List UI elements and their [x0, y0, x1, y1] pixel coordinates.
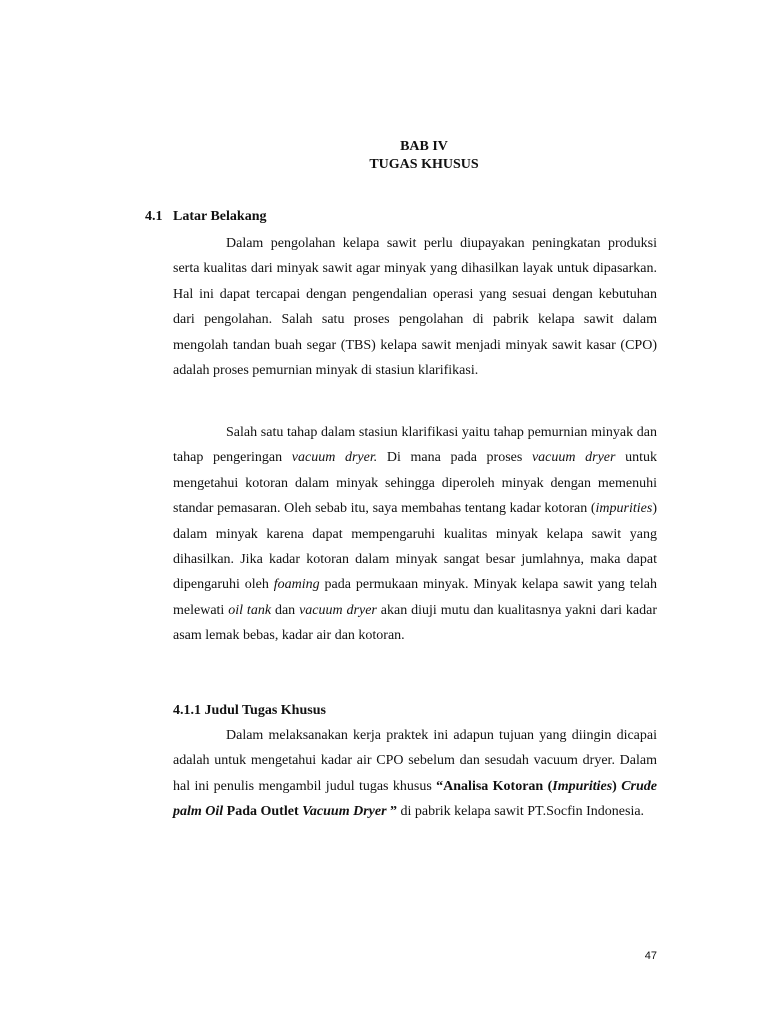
text-run: untuk mengetahui kotoran dalam minyak sehingga diperoleh minyak dengan memenuhi standar pemasaran. Oleh sebab itu, saya membahas tentang kadar kotoran ( [173, 450, 657, 517]
paragraph-background-2 [173, 420, 657, 649]
bold-run: Pada Outlet [223, 804, 303, 820]
bold-italic-term: Crude palm Oil [173, 778, 657, 820]
subsection-number: 4.1.1 [173, 703, 201, 718]
bold-italic-term: Vacuum Dryer [302, 804, 387, 820]
bold-run: ) [612, 778, 622, 794]
subsection-title: Judul Tugas Khusus [204, 703, 326, 718]
italic-term: vacuum dryer [299, 602, 377, 618]
text-run: Salah satu tahap dalam stasiun klarifikasi yaitu tahap pemurnian minyak dan tahap pengeringan [173, 425, 657, 466]
text-run: Dalam melaksanakan kerja praktek ini adapun tujuan yang diingin dicapai adalah untuk mengetahui kadar air CPO sebelum dan sesudah vacuum dryer. Dalam hal ini penulis mengambil judul tugas khusus [173, 728, 657, 794]
paragraph-background-1: Dalam pengolahan kelapa sawit perlu diupayakan peningkatan produksi serta kualitas dari minyak sawit agar minyak yang dihasilkan layak untuk dipasarkan. Hal ini dapat tercapai dengan pengendalian operasi yang sesuai dengan kebutuhan dari pengolahan. Salah satu proses pengolahan di pabrik kelapa sawit dalam mengolah tandan buah segar (TBS) kelapa sawit menjadi minyak sawit kasar (CPO) adalah proses pemurnian minyak di stasiun klarifikasi. [173, 236, 657, 379]
italic-term: foaming [273, 577, 320, 593]
section-heading [145, 208, 266, 226]
italic-term: vacuum dryer. [291, 450, 378, 466]
paragraph-title-task [173, 723, 657, 825]
page-number: 47 [644, 950, 657, 962]
italic-term: impurities [595, 501, 653, 517]
bold-italic-term: Impurities [552, 778, 613, 794]
text-run: dan [271, 602, 300, 618]
bold-run: ” [386, 804, 398, 820]
chapter-heading [0, 138, 768, 174]
bold-run: “Analisa Kotoran ( [436, 778, 553, 794]
subsection-heading [173, 702, 326, 720]
chapter-number: BAB IV [400, 139, 448, 154]
italic-term: oil tank [228, 602, 272, 618]
text-run: pada permukaan minyak. Minyak kelapa sawit yang telah melewati [173, 577, 657, 618]
text-run: Di mana pada proses [377, 450, 532, 466]
section-number: 4.1 [145, 209, 163, 224]
chapter-title: TUGAS KHUSUS [369, 157, 479, 172]
text-run: di pabrik kelapa sawit PT.Socfin Indonesia. [397, 804, 645, 820]
italic-term: vacuum dryer [531, 450, 616, 466]
section-title: Latar Belakang [173, 209, 267, 224]
text-run: ) dalam minyak karena dapat mempengaruhi kualitas minyak kelapa sawit yang dihasilkan. Jika kadar kotoran dalam minyak sangat besar jumlahnya, maka dapat dipengaruhi oleh [173, 501, 657, 593]
text-run: akan diuji mutu dan kualitasnya yakni dari kadar asam lemak bebas, kadar air dan kotoran. [173, 602, 657, 644]
